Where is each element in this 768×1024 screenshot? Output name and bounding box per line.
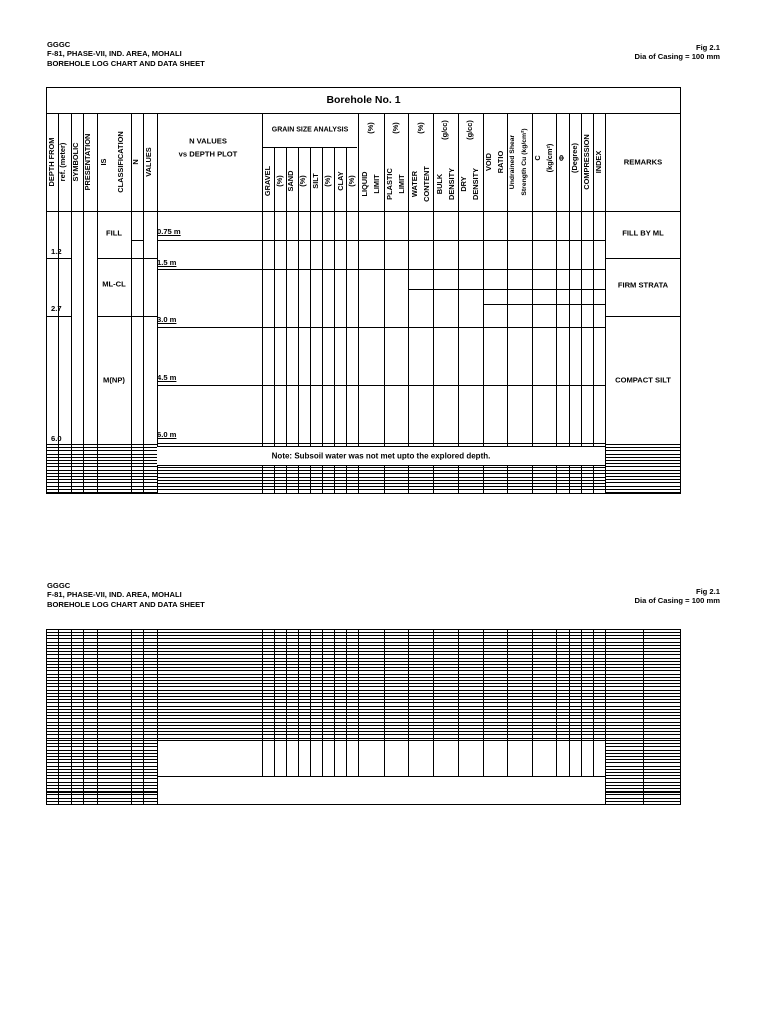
blank-row-line [605,785,681,786]
blank-row-line [46,457,157,458]
col-water-content: CONTENT [421,166,431,202]
blank-row-line [46,706,681,707]
grid-line [605,792,681,793]
blank-row-line [46,466,157,467]
col-symbolic: SYMBOLIC [70,142,80,182]
company-address: F-81, PHASE-VII, IND. AREA, MOHALI [47,49,182,59]
blank-row-line [46,447,157,448]
blank-row-line [46,731,681,732]
col-dry-density: DENSITY [470,167,480,201]
blank-row-line [605,743,681,744]
column-divider [143,211,144,494]
blank-row-line [157,477,605,478]
subsoil-water-note: Note: Subsoil water was not met upto the explored depth. [271,451,491,461]
remark-compact-silt: COMPACT SILT [615,375,671,385]
blank-row-line [605,778,681,779]
col-n-values: N VALUES [189,136,227,146]
column-divider [131,211,132,494]
col-liquid-limit-unit: (%) [365,122,375,134]
blank-row-line [46,722,681,723]
blank-row-line [46,762,157,763]
col-gravel-unit: (%) [274,175,284,187]
depth-value-3: 6.0 [51,434,62,443]
blank-row-line [605,486,681,487]
col-void: VOID [483,152,493,172]
blank-row-line [605,489,681,490]
company-name: GGGC [47,40,71,49]
blank-row-line [157,489,605,490]
blank-row-line [46,638,681,639]
layer-boundary [46,316,71,317]
depth-value-2: 2.7 [51,304,62,313]
blank-row-line [157,483,605,484]
blank-row-line [46,766,157,767]
blank-row-line [605,804,681,805]
col-clay-unit: (%) [346,175,356,187]
blank-row-line [46,769,157,770]
depth-gridline [157,269,605,270]
col-depth-from: DEPTH FROM [46,137,56,187]
blank-row-line [46,782,157,783]
grain-size-analysis-label: GRAIN SIZE ANALYSIS [271,126,349,134]
blank-row-line [605,473,681,474]
blank-row-line [605,460,681,461]
col-liquid: LIQUID [359,171,369,197]
blank-row-line [605,769,681,770]
classification-ml-cl: ML-CL [102,279,126,289]
layer-boundary [605,316,681,317]
blank-row-line [46,674,681,675]
blank-row-line [46,677,681,678]
col-undrained-shear: Undrained Shear [508,134,516,190]
col-sand: SAND [285,170,295,192]
blank-row-line [46,690,681,691]
casing-diameter: Dia of Casing = 100 mm [634,52,720,62]
blank-row-line [157,467,605,468]
depth-gridline [157,327,605,328]
figure-number: Fig 2.1 [695,43,720,52]
grid-line [131,240,143,241]
blank-row-line [46,645,681,646]
blank-row-line [605,798,681,799]
blank-row-line [605,740,681,741]
blank-row-line [46,492,157,493]
depth-mark: 4.5 m [157,373,177,382]
blank-row-line [46,753,157,754]
blank-row-line [46,651,681,652]
column-divider [157,629,158,805]
blank-row-line [605,454,681,455]
blank-row-line [46,683,681,684]
blank-row-line [46,686,681,687]
col-values: VALUES [143,147,153,177]
blank-row-line [605,801,681,802]
grid-line [157,740,605,741]
blank-row-line [46,794,157,795]
blank-row-line [157,470,605,471]
blank-row-line [605,788,681,789]
blank-row-line [46,702,681,703]
col-presentation: PRESENTATION [82,133,92,191]
classification-fill: FILL [105,228,123,238]
blank-row-line [605,466,681,467]
blank-row-line [46,489,157,490]
blank-row-line [46,648,681,649]
column-divider [157,113,158,211]
test-row-line [483,304,605,305]
blank-row-line [46,785,157,786]
blank-row-line [46,460,157,461]
blank-row-line [46,743,157,744]
borehole-title: Borehole No. 1 [326,94,401,106]
blank-row-line [46,778,157,779]
blank-row-line [46,740,157,741]
col-liquid-limit: LIMIT [371,174,381,194]
blank-row-line [46,772,157,773]
blank-row-line [605,447,681,448]
figure-number: Fig 2.1 [695,587,720,596]
blank-row-line [46,734,681,735]
layer-boundary [97,316,157,317]
blank-row-line [46,632,681,633]
col-classification: CLASSIFICATION [115,131,125,193]
blank-row-line [46,801,157,802]
blank-row-line [605,794,681,795]
col-void-ratio: RATIO [495,150,505,174]
document-title: BOREHOLE LOG CHART AND DATA SHEET [47,58,205,68]
blank-row-line [605,463,681,464]
col-n: N [130,159,140,165]
blank-row-line [605,746,681,747]
depth-mark: 6.0 m [157,430,177,439]
blank-row-line [605,766,681,767]
sheet1-header-right [635,43,720,62]
col-strength-cu: Strength Cu (kg/cm²) [520,128,528,196]
blank-row-line [46,450,157,451]
col-dry: DRY [458,176,468,192]
column-divider [605,113,606,211]
blank-row-line [46,788,157,789]
col-bulk-density-unit: (g/cc) [439,120,449,140]
blank-row-line [605,775,681,776]
layer-boundary [46,258,71,259]
blank-row-line [46,670,681,671]
blank-row-line [46,715,681,716]
col-clay: CLAY [335,171,345,191]
blank-row-line [46,658,681,659]
remark-firm-strata: FIRM STRATA [617,280,669,290]
col-dry-density-unit: (g/cc) [464,120,474,140]
blank-row-line [605,492,681,493]
blank-row-line [46,642,681,643]
blank-row-line [46,696,681,697]
depth-mark: 3.0 m [157,315,177,324]
col-bulk-density: DENSITY [446,167,456,201]
blank-row-line [605,756,681,757]
col-sand-unit: (%) [297,175,307,187]
column-divider [605,211,606,494]
col-bulk: BULK [434,173,444,195]
blank-row-line [46,479,157,480]
col-vs-depth-plot: vs DEPTH PLOT [178,149,238,159]
blank-row-line [46,756,157,757]
blank-row-line [605,476,681,477]
col-compression-index: INDEX [593,150,603,174]
depth-value-1: 1.2 [51,247,62,256]
depth-gridline [157,443,605,444]
layer-boundary [605,258,681,259]
col-compression: COMPRESSION [581,134,591,190]
col-gravel: GRAVEL [262,165,272,197]
blank-row-line [605,457,681,458]
blank-row-line [605,782,681,783]
column-divider [97,211,98,494]
col-remarks: REMARKS [623,157,663,167]
blank-row-line [46,661,681,662]
blank-row-line [46,693,681,694]
col-plastic-limit: LIMIT [396,174,406,194]
sheet1-header-left [47,40,205,68]
blank-row-line [605,759,681,760]
company-address: F-81, PHASE-VII, IND. AREA, MOHALI [47,590,182,600]
depth-mark: 1.5 m [157,258,177,267]
column-divider [83,211,84,494]
column-divider [71,211,72,494]
sheet2-header-right [635,587,720,606]
blank-row-line [605,762,681,763]
depth-mark: 0.75 m [157,227,181,236]
blank-row-line [46,635,681,636]
blank-row-line [46,699,681,700]
remark-fill-by-ml: FILL BY ML [622,228,664,238]
col-water: WATER [409,170,419,198]
casing-diameter: Dia of Casing = 100 mm [634,596,720,606]
sheet2-header-left [47,581,205,609]
blank-row-line [46,759,157,760]
blank-row-line [605,450,681,451]
column-divider [433,113,434,211]
blank-row-line [605,470,681,471]
blank-row-line [46,454,157,455]
blank-row-line [46,667,681,668]
blank-row-line [605,753,681,754]
blank-row-line [605,482,681,483]
blank-row-line [46,775,157,776]
document-title: BOREHOLE LOG CHART AND DATA SHEET [47,599,205,609]
classification-m-np: M(NP) [103,375,125,385]
col-c-unit: (kg/cm²) [544,143,554,173]
col-silt: SILT [310,173,320,189]
blank-row-line [46,664,681,665]
blank-row-line [46,654,681,655]
blank-row-line [157,480,605,481]
col-depth-ref: ref. (meter) [57,142,67,182]
blank-row-line [605,772,681,773]
blank-row-line [46,750,157,751]
col-c: C [532,155,542,161]
blank-row-line [46,444,157,445]
col-water-content-unit: (%) [415,122,425,134]
blank-row-line [46,476,157,477]
blank-row-line [46,463,157,464]
col-phi: Φ [556,154,566,162]
blank-row-line [46,728,681,729]
blank-row-line [46,470,157,471]
blank-row-line [46,804,157,805]
blank-row-line [605,750,681,751]
blank-row-line [605,479,681,480]
blank-row-line [46,482,157,483]
blank-row-line [46,718,681,719]
blank-row-line [46,746,157,747]
blank-row-line [46,709,681,710]
test-row-line [408,289,605,290]
blank-row-line [46,738,681,739]
blank-row-line [157,486,605,487]
blank-row-line [605,444,681,445]
blank-row-line [46,798,157,799]
blank-row-line [46,680,681,681]
col-plastic-limit-unit: (%) [390,122,400,134]
col-plastic: PLASTIC [384,168,394,200]
layer-boundary [97,258,157,259]
grid-line [46,792,157,793]
blank-row-line [46,712,681,713]
depth-gridline [157,385,605,386]
blank-row-line [46,725,681,726]
col-phi-unit: (Degree) [569,143,579,173]
col-is: IS [98,158,108,166]
grid-line [157,776,605,777]
company-name: GGGC [47,581,71,590]
blank-row-line [157,473,605,474]
col-silt-unit: (%) [322,175,332,187]
blank-row-line [46,486,157,487]
blank-row-line [46,473,157,474]
